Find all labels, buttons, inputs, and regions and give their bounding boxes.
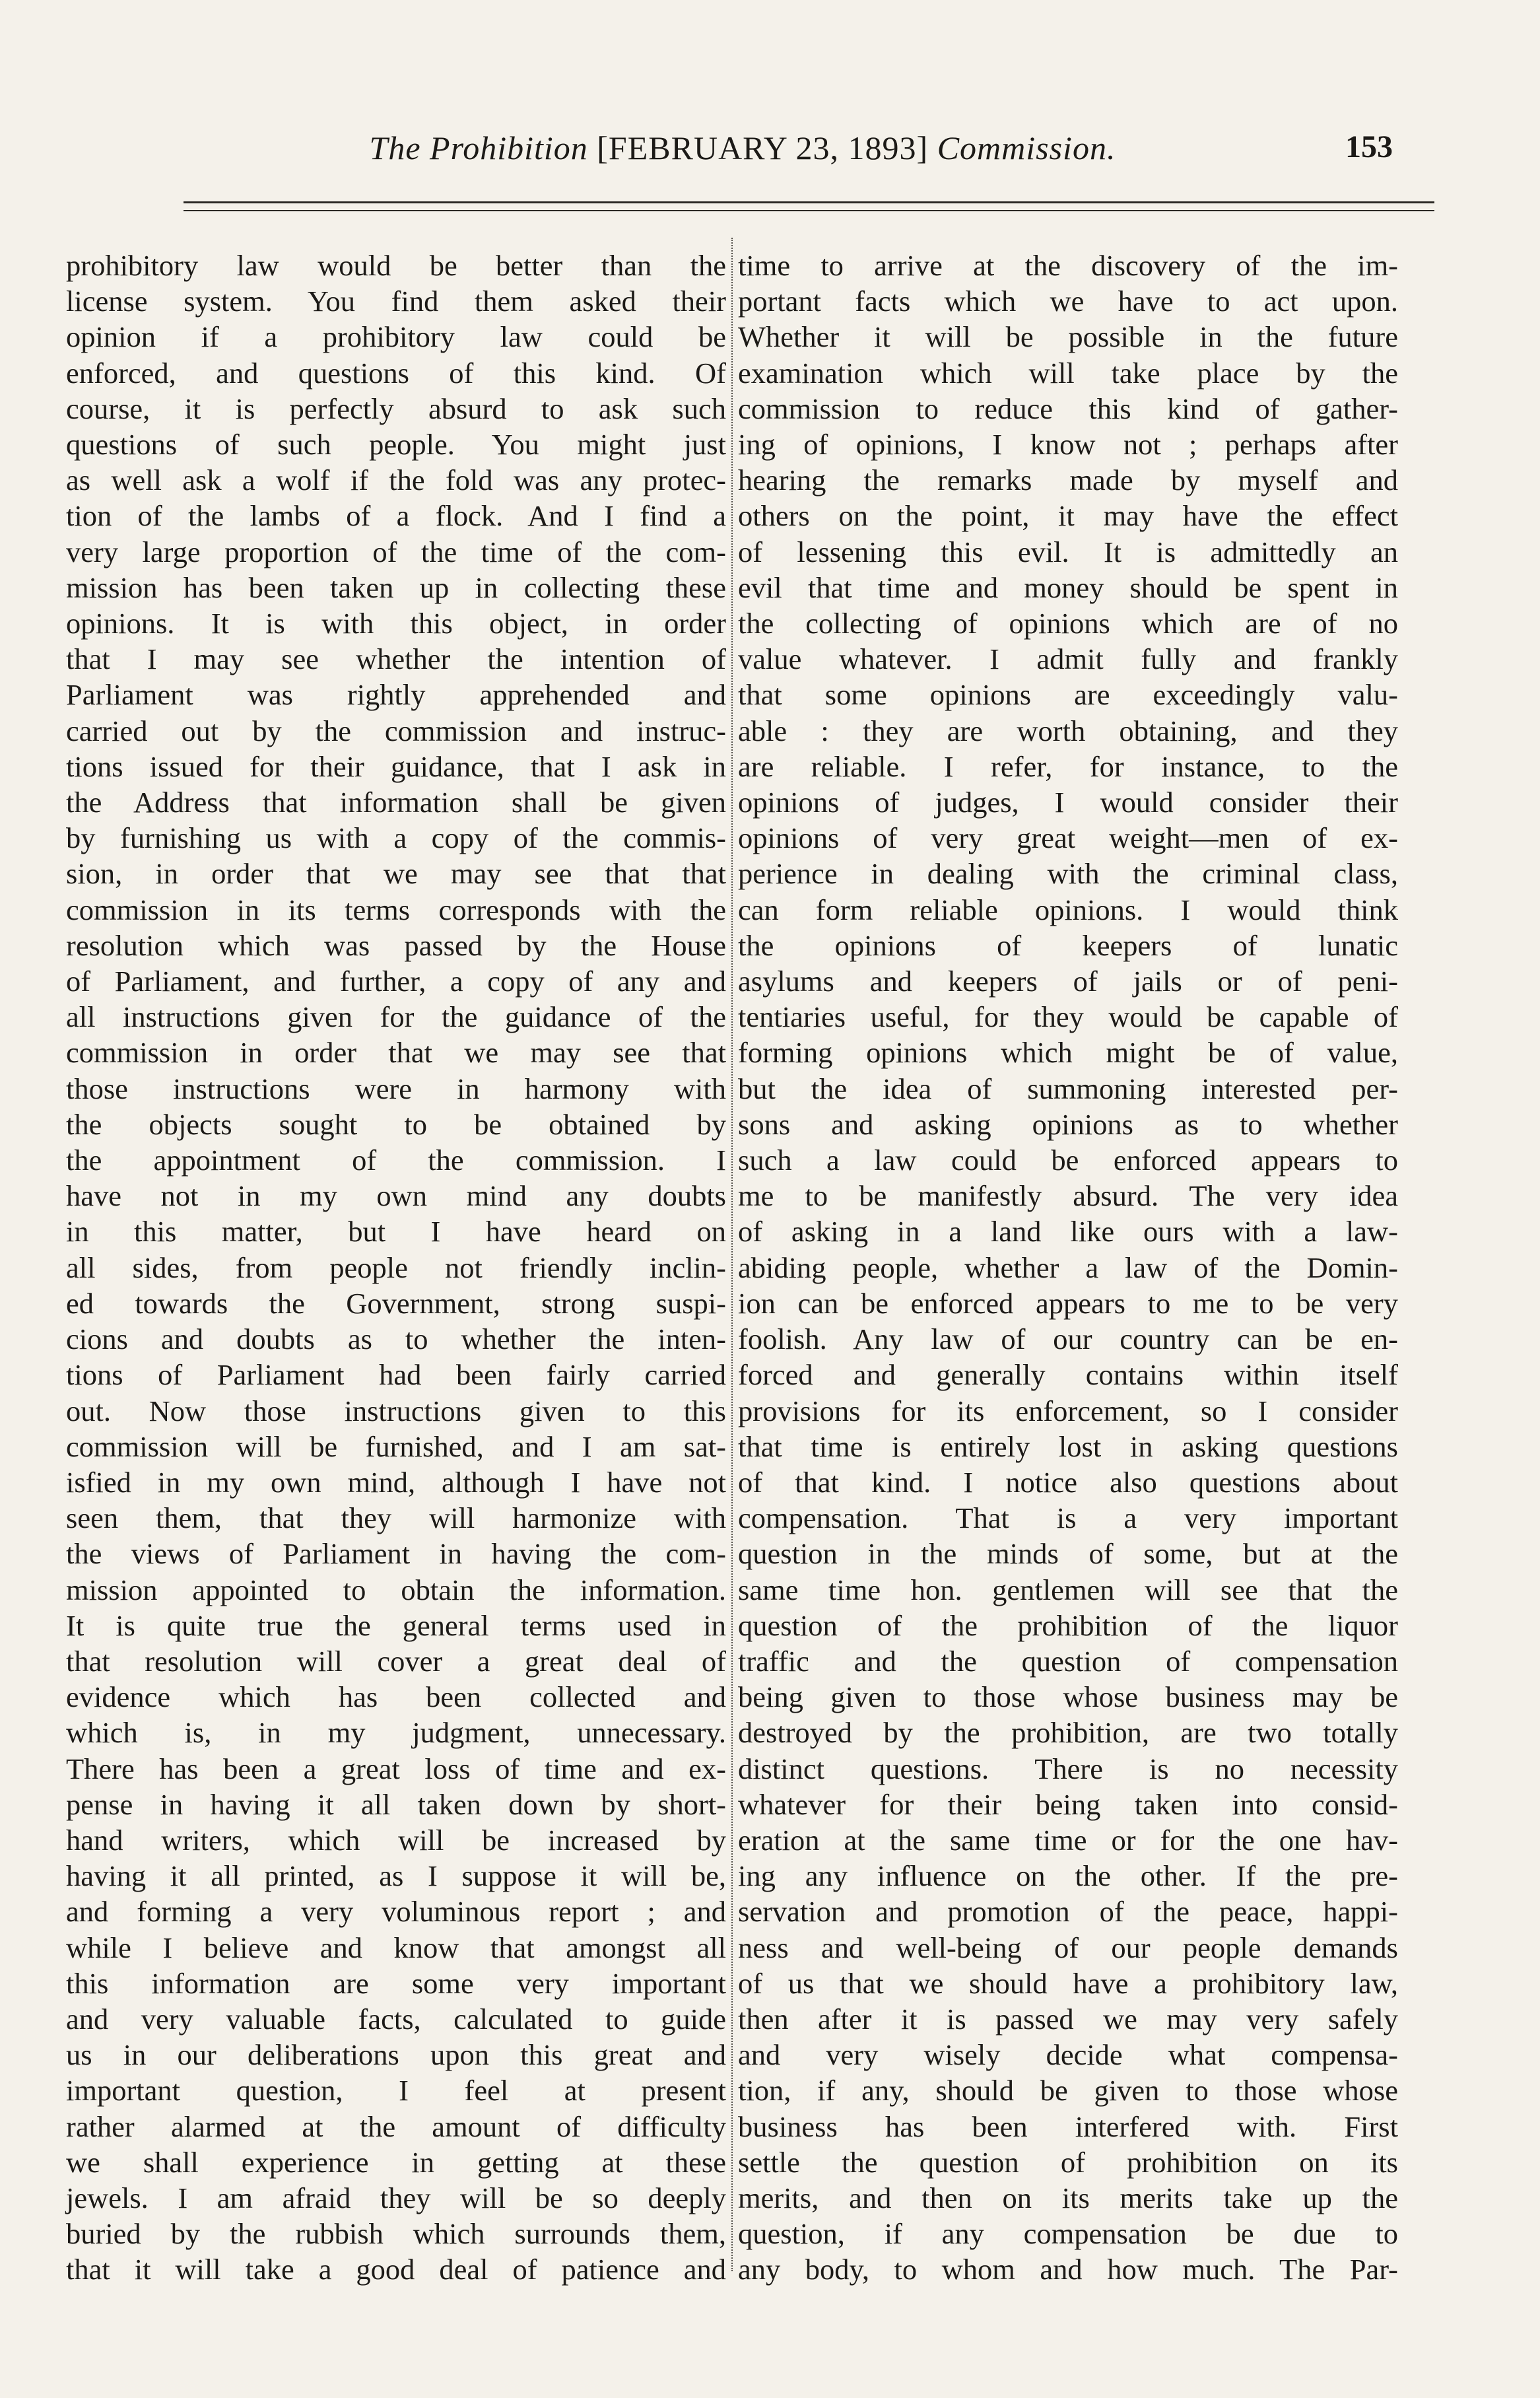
running-header — [198, 129, 1419, 182]
text-line: being given to those whose business may be — [738, 1680, 1398, 1714]
text-line: buried by the rubbish which surrounds them, — [66, 2217, 726, 2251]
text-line: in this matter, but I have heard on — [66, 1215, 726, 1249]
title-left: The Prohibition — [369, 129, 588, 166]
text-line: cions and doubts as to whether the inten- — [66, 1322, 726, 1356]
text-line: the opinions of keepers of lunatic — [738, 928, 1398, 962]
text-line: that resolution will cover a great deal of — [66, 1644, 726, 1678]
text-line: of lessening this evil. It is admittedly an — [738, 535, 1398, 568]
text-line: others on the point, it may have the effect — [738, 499, 1398, 533]
text-line: carried out by the commission and instruc- — [66, 714, 726, 747]
text-line: the Address that information shall be given — [66, 786, 726, 819]
title-right: Commission. — [937, 129, 1116, 166]
text-line: ed towards the Government, strong suspi- — [66, 1286, 726, 1320]
text-line: that I may see whether the intention of — [66, 642, 726, 676]
text-line: commission in order that we may see that — [66, 1036, 726, 1070]
text-line: commission to reduce this kind of gather- — [738, 392, 1398, 425]
text-line: questions of such people. You might just — [66, 428, 726, 462]
text-line: as well ask a wolf if the fold was any protec- — [66, 463, 726, 497]
text-line: me to be manifestly absurd. The very idea — [738, 1179, 1398, 1213]
text-line: It is quite true the general terms used in — [66, 1608, 726, 1642]
text-line: able : they are worth obtaining, and they — [738, 714, 1398, 747]
text-line: examination which will take place by the — [738, 356, 1398, 390]
text-line: but the idea of summoning interested per- — [738, 1072, 1398, 1105]
text-line: evil that time and money should be spent in — [738, 570, 1398, 604]
text-line: opinions of judges, I would consider their — [738, 786, 1398, 819]
text-line: traffic and the question of compensation — [738, 1644, 1398, 1678]
column-divider — [731, 238, 733, 2271]
text-line: forming opinions which might be of value, — [738, 1036, 1398, 1070]
text-line: out. Now those instructions given to this — [66, 1394, 726, 1427]
text-line: time to arrive at the discovery of the im- — [738, 249, 1398, 282]
text-line: this information are some very important — [66, 1966, 726, 2000]
text-line: and forming a very voluminous report ; and — [66, 1895, 726, 1929]
text-line: value whatever. I admit fully and frankly — [738, 642, 1398, 676]
text-line: sion, in order that we may see that that — [66, 857, 726, 891]
text-line: hand writers, which will be increased by — [66, 1823, 726, 1857]
text-line: all sides, from people not friendly inclin- — [66, 1250, 726, 1284]
text-line: commission in its terms corresponds with the — [66, 893, 726, 926]
text-line: destroyed by the prohibition, are two totally — [738, 1716, 1398, 1750]
text-line: very large proportion of the time of the com- — [66, 535, 726, 568]
text-line: by furnishing us with a copy of the commis- — [66, 821, 726, 855]
left-column — [66, 248, 726, 2288]
text-line: the objects sought to be obtained by — [66, 1107, 726, 1141]
text-line: license system. You find them asked their — [66, 285, 726, 318]
text-line: those instructions were in harmony with — [66, 1072, 726, 1105]
text-line: the views of Parliament in having the com- — [66, 1537, 726, 1571]
text-line: rather alarmed at the amount of difficulty — [66, 2109, 726, 2143]
text-line: forced and generally contains within itself — [738, 1358, 1398, 1392]
text-line: mission has been taken up in collecting these — [66, 570, 726, 604]
header-rule-top — [184, 201, 1434, 203]
text-line: business has been interfered with. First — [738, 2109, 1398, 2143]
text-line: settle the question of prohibition on its — [738, 2145, 1398, 2179]
text-line: and very valuable facts, calculated to guide — [66, 2002, 726, 2036]
text-line: isfied in my own mind, although I have not — [66, 1465, 726, 1499]
text-line: provisions for its enforcement, so I consider — [738, 1394, 1398, 1427]
text-line: tions of Parliament had been fairly carried — [66, 1358, 726, 1392]
text-line: Whether it will be possible in the future — [738, 320, 1398, 354]
running-title — [248, 129, 1238, 167]
text-line: There has been a great loss of time and ex- — [66, 1752, 726, 1785]
text-line: opinions of very great weight—men of ex- — [738, 821, 1398, 855]
text-line: question in the minds of some, but at the — [738, 1537, 1398, 1571]
text-line: are reliable. I refer, for instance, to the — [738, 749, 1398, 783]
page-number: 153 — [1345, 129, 1393, 164]
text-line: sons and asking opinions as to whether — [738, 1107, 1398, 1141]
text-line: foolish. Any law of our country can be en- — [738, 1322, 1398, 1356]
text-line: question of the prohibition of the liquor — [738, 1608, 1398, 1642]
text-line: seen them, that they will harmonize with — [66, 1501, 726, 1535]
text-line: while I believe and know that amongst all — [66, 1931, 726, 1964]
text-line: ing any influence on the other. If the pre- — [738, 1859, 1398, 1893]
text-line: tentiaries useful, for they would be capable of — [738, 1000, 1398, 1034]
text-line: tion, if any, should be given to those whose — [738, 2074, 1398, 2107]
header-rule-bottom — [184, 210, 1434, 211]
text-line: servation and promotion of the peace, happi- — [738, 1895, 1398, 1929]
text-line: all instructions given for the guidance of the — [66, 1000, 726, 1034]
text-line: distinct questions. There is no necessity — [738, 1752, 1398, 1785]
text-line: which is, in my judgment, unnecessary. — [66, 1716, 726, 1750]
text-line: that it will take a good deal of patience and — [66, 2253, 726, 2286]
text-line: pense in having it all taken down by short- — [66, 1787, 726, 1821]
text-line: Parliament was rightly apprehended and — [66, 678, 726, 712]
header-date: [FEBRUARY 23, 1893] — [597, 129, 929, 166]
text-line: of asking in a land like ours with a law- — [738, 1215, 1398, 1249]
text-line: jewels. I am afraid they will be so deeply — [66, 2181, 726, 2214]
text-line: important question, I feel at present — [66, 2074, 726, 2107]
text-line: having it all printed, as I suppose it will be, — [66, 1859, 726, 1893]
text-line: opinion if a prohibitory law could be — [66, 320, 726, 354]
text-line: can form reliable opinions. I would think — [738, 893, 1398, 926]
text-line: whatever for their being taken into consid- — [738, 1787, 1398, 1821]
text-line: we shall experience in getting at these — [66, 2145, 726, 2179]
text-line: prohibitory law would be better than the — [66, 249, 726, 282]
text-line: any body, to whom and how much. The Par- — [738, 2253, 1398, 2286]
text-line: have not in my own mind any doubts — [66, 1179, 726, 1213]
text-line: of us that we should have a prohibitory law, — [738, 1966, 1398, 2000]
text-line: same time hon. gentlemen will see that the — [738, 1573, 1398, 1606]
text-line: ion can be enforced appears to me to be very — [738, 1286, 1398, 1320]
text-line: such a law could be enforced appears to — [738, 1144, 1398, 1177]
text-line: opinions. It is with this object, in order — [66, 607, 726, 640]
text-line: tions issued for their guidance, that I ask in — [66, 749, 726, 783]
text-line: tion of the lambs of a flock. And I find a — [66, 499, 726, 533]
text-line: ing of opinions, I know not ; perhaps after — [738, 428, 1398, 462]
text-line: course, it is perfectly absurd to ask such — [66, 392, 726, 425]
text-line: that time is entirely lost in asking questions — [738, 1429, 1398, 1463]
text-line: portant facts which we have to act upon. — [738, 285, 1398, 318]
text-line: abiding people, whether a law of the Domin- — [738, 1250, 1398, 1284]
text-line: of that kind. I notice also questions about — [738, 1465, 1398, 1499]
text-line: the collecting of opinions which are of no — [738, 607, 1398, 640]
text-line: commission will be furnished, and I am sat- — [66, 1429, 726, 1463]
text-line: ness and well-being of our people demands — [738, 1931, 1398, 1964]
text-line: question, if any compensation be due to — [738, 2217, 1398, 2251]
text-line: perience in dealing with the criminal class, — [738, 857, 1398, 891]
text-line: merits, and then on its merits take up the — [738, 2181, 1398, 2214]
text-line: evidence which has been collected and — [66, 1680, 726, 1714]
text-line: and very wisely decide what compensa- — [738, 2038, 1398, 2072]
text-line: enforced, and questions of this kind. Of — [66, 356, 726, 390]
text-line: eration at the same time or for the one hav- — [738, 1823, 1398, 1857]
text-line: of Parliament, and further, a copy of any and — [66, 965, 726, 998]
text-line: then after it is passed we may very safely — [738, 2002, 1398, 2036]
text-line: us in our deliberations upon this great and — [66, 2038, 726, 2072]
text-line: hearing the remarks made by myself and — [738, 463, 1398, 497]
text-line: compensation. That is a very important — [738, 1501, 1398, 1535]
text-line: asylums and keepers of jails or of peni- — [738, 965, 1398, 998]
text-line: mission appointed to obtain the information. — [66, 1573, 726, 1606]
text-line: that some opinions are exceedingly valu- — [738, 678, 1398, 712]
text-line: the appointment of the commission. I — [66, 1144, 726, 1177]
text-line: resolution which was passed by the House — [66, 928, 726, 962]
right-column — [738, 248, 1398, 2288]
